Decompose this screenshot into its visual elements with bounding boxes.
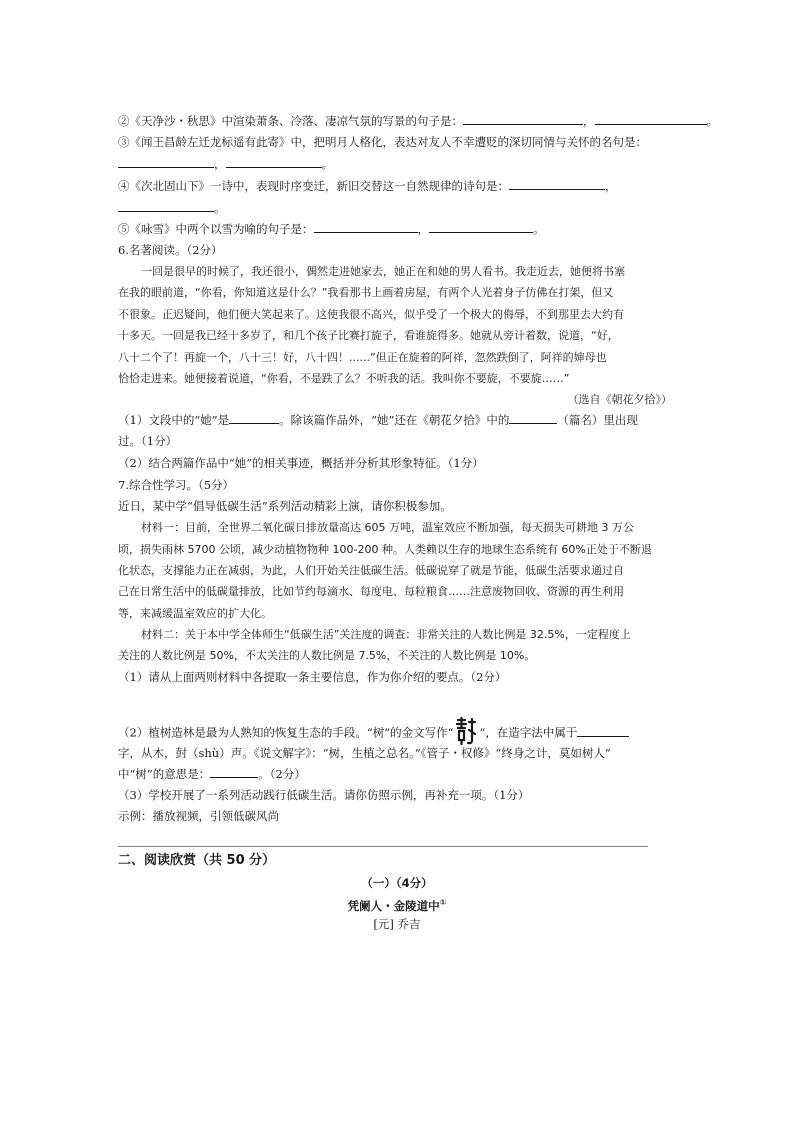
answer-blank[interactable] — [509, 177, 605, 190]
q7-sub3: （3）学校开展了一系列活动践行低碳生活。请你仿照示例，再补充一项。（1分） — [118, 788, 530, 802]
material1-line: 己在日常生活中的低碳量排放，比如节约每滴水、每度电、每粒粮食……注意废物回收、资源的再生利用 — [118, 585, 624, 598]
poem-title: 凭阑人・金陵道中① — [347, 898, 447, 913]
q7-heading: 7.综合性学习。（5分） — [118, 478, 235, 492]
material2-line: 材料二：关于本中学全体师生“低碳生活”关注度的调查：非常关注的人数比例是 32.5%，一定程度上 — [141, 628, 631, 641]
q7-sub2: （2）植树造林是最为人熟知的恢复生态的手段。“树”的金文写作“ ”，在造字法中属于 — [118, 716, 629, 751]
footnote-mark[interactable]: ① — [439, 898, 447, 907]
poem-author: [元] 乔吉 — [373, 917, 421, 931]
answer-blank[interactable] — [118, 155, 214, 168]
answer-blank[interactable] — [577, 724, 629, 737]
passage-line: 在我的眼前道，“你看，你知道这是什么？”我看那书上画着房屋，有两个人光着身子仿佛在打架，但又 — [118, 286, 614, 299]
answer-blank[interactable] — [595, 112, 707, 125]
q5-item5: ⑤《咏雪》中两个以雪为喻的句子是： ， 。 — [118, 222, 545, 236]
q5-item3-blanks: ， 。 — [118, 155, 333, 173]
section2-title: 二、阅读欣赏（共 50 分） — [118, 853, 276, 868]
q7-intro: 近日，某中学“倡导低碳生活”系列活动精彩上演，请你积极参加。 — [118, 499, 452, 513]
passage-line: 不很象。正迟疑间，他们便大笑起来了。这使我很不高兴，似乎受了一个极大的侮辱，不到那里去大约有 — [118, 308, 624, 321]
answer-blank[interactable] — [314, 220, 418, 233]
answer-blank[interactable] — [509, 411, 557, 424]
section-divider — [118, 846, 648, 847]
passage-line: 恰恰走进来。她便接着说道，“你看，不是跌了么？不听我的话。我叫你不要旋，不要旋……” — [118, 372, 570, 385]
material1-line: 化状态，支撑能力正在减弱，为此，人们开始关注低碳生活。低碳说穿了就是节能，低碳生活要求通过自 — [118, 564, 624, 577]
q6-sub1: （1）文段中的“她”是 。除该篇作品外，“她”还在《朝花夕拾》中的 （篇名）里出现 — [118, 413, 638, 427]
answer-blank[interactable] — [429, 220, 533, 233]
passage-source: （选自《朝花夕拾》） — [567, 393, 672, 406]
q7-sub2-cont2: 中“树”的意思是： 。（2分） — [118, 767, 306, 781]
passage-line: 十多天。一回是我已经十多岁了，和几个孩子比赛打旋子，看谁旋得多。她就从旁计着数，说道，“好， — [118, 329, 619, 342]
q6-sub2: （2）结合两篇作品中“她”的相关事迹，概括并分析其形象特征。（1分） — [118, 456, 484, 470]
passage-line: 一回是很早的时候了，我还很小，偶然走进她家去，她正在和她的男人看书。我走近去，她便将书塞 — [141, 265, 625, 278]
q5-item2: ②《天净沙・秋思》中渲染萧条、冷落、凄凉气氛的写景的句子是： ， 。 — [118, 114, 718, 128]
q5-item4-blank2: 。 — [118, 199, 226, 217]
answer-blank[interactable] — [229, 411, 279, 424]
material1-line: 材料一：目前，全世界二氧化碳日排放量高达 605 万吨，温室效应不断加强，每天损失可耕地 3 万公 — [141, 521, 634, 534]
material2-line: 关注的人数比例是 50%，不太关注的人数比例是 7.5%，不关注的人数比例是 10%。 — [118, 649, 536, 662]
q5-item4: ④《次北固山下》一诗中，表现时序变迁，新旧交替这一自然规律的诗句是： ， — [118, 179, 617, 193]
answer-blank[interactable] — [118, 199, 214, 212]
material1-line: 等，来减缓温室效应的扩大化。 — [118, 607, 272, 620]
part-heading: （一）（4分） — [361, 876, 433, 890]
q7-sub2-cont: 字，从木，尌（shù）声。《说文解字》：“树，生植之总名。”《管子・权修》“终身之计，莫如树人” — [118, 746, 611, 760]
material1-line: 顷，损失雨林 5700 公顷，减少动植物物种 100-200 种。人类赖以生存的地球生态系统有 60%正处于不断退 — [118, 543, 652, 556]
q6-heading: 6.名著阅读。（2分） — [118, 243, 223, 257]
passage-line: 八十二个了！再旋一个，八十三！好，八十四！......”但正在旋着的阿祥，忽然跌倒了，阿祥的婶母也 — [118, 351, 607, 364]
answer-blank[interactable] — [210, 765, 258, 778]
q6-sub1-cont: 过。（1分） — [118, 434, 178, 448]
q7-example: 示例：播放视频，引领低碳风尚 — [118, 809, 279, 823]
answer-blank[interactable] — [463, 112, 583, 125]
q7-sub1: （1）请从上面两则材料中各提取一条主要信息，作为你介绍的要点。（2分） — [118, 670, 507, 684]
answer-blank[interactable] — [226, 155, 322, 168]
q5-item3: ③《闻王昌龄左迁龙标遥有此寄》中，把明月人格化，表达对友人不幸遭贬的深切同情与关怀的名句是： — [118, 135, 647, 149]
